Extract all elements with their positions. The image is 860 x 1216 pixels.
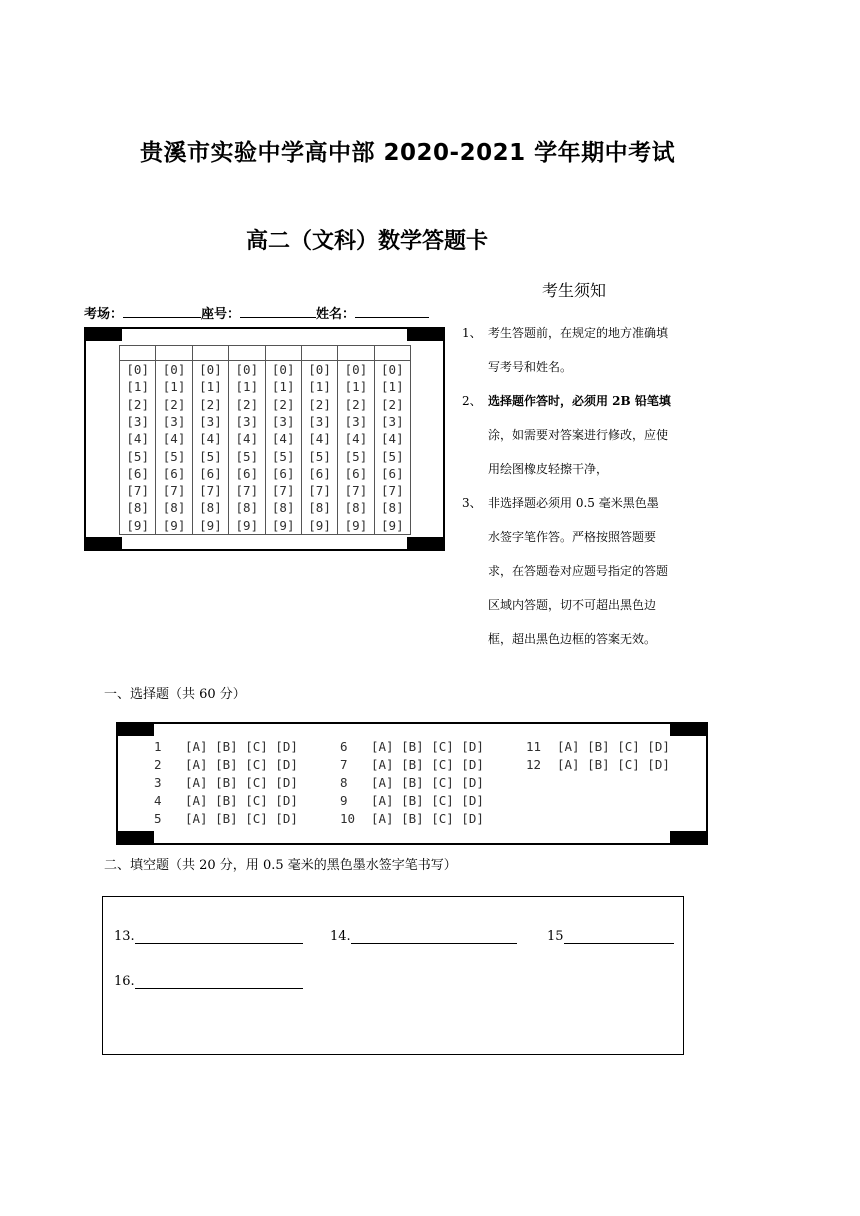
choice-bubbles[interactable]: [A] [B] [C] [D] [371, 811, 484, 826]
id-digit-column [229, 346, 265, 534]
id-digit-bubble[interactable]: [5] [235, 448, 259, 464]
id-digit-bubble[interactable]: [2] [381, 396, 404, 412]
id-digit-bubble[interactable]: [9] [162, 517, 186, 533]
id-write-cell[interactable] [266, 346, 301, 361]
notice-line: 选择题作答时，必须用 2B 铅笔填 [488, 394, 671, 408]
id-digit-bubble[interactable]: [8] [162, 500, 186, 516]
id-digit-column [302, 346, 338, 534]
notice-item [462, 390, 692, 486]
choice-bubbles[interactable]: [A] [B] [C] [D] [557, 757, 670, 772]
notice-line: 非选择题必须用 0.5 毫米黑色墨 [488, 496, 659, 510]
id-digit-bubble[interactable]: [9] [381, 517, 404, 533]
alignment-mark [670, 724, 706, 736]
id-digit-bubble[interactable]: [6] [308, 465, 331, 481]
id-digit-bubble[interactable]: [8] [271, 500, 295, 516]
fill-item-16 [114, 974, 303, 989]
id-digit-bubble[interactable]: [7] [126, 483, 149, 499]
id-digit-bubble[interactable]: [7] [344, 483, 368, 499]
choice-question-6 [340, 738, 484, 756]
id-digit-bubble[interactable]: [7] [271, 483, 295, 499]
notice-line: 用绘图橡皮轻擦干净， [488, 462, 609, 476]
id-digit-bubble[interactable]: [4] [381, 431, 404, 447]
choice-bubbles[interactable]: [A] [B] [C] [D] [185, 793, 298, 808]
id-digit-bubble[interactable]: [3] [271, 413, 295, 429]
room-field[interactable] [123, 303, 201, 318]
notice-line: 求，在答题卷对应题号指定的答题 [488, 564, 669, 578]
id-digit-bubble[interactable]: [1] [381, 379, 404, 395]
choice-question-9 [340, 792, 484, 810]
id-digit-bubble[interactable]: [5] [126, 448, 149, 464]
id-digit-bubble[interactable]: [0] [381, 362, 404, 378]
exam-title: 贵溪市实验中学高中部 2020-2021 学年期中考试 [140, 140, 676, 166]
question-number: 8 [340, 775, 348, 790]
alignment-mark [86, 537, 122, 549]
choice-question-3 [154, 774, 298, 792]
id-digit-bubble[interactable]: [8] [235, 500, 259, 516]
id-digit-bubble[interactable]: [9] [235, 517, 259, 533]
notice-line: 区域内答题，切不可超出黑色边 [488, 598, 657, 612]
id-digit-bubble[interactable]: [3] [199, 413, 222, 429]
id-digit-bubble[interactable]: [5] [308, 448, 331, 464]
id-digit-bubble[interactable]: [9] [126, 517, 149, 533]
choice-bubbles[interactable]: [A] [B] [C] [D] [185, 739, 298, 754]
notice-title: 考生须知 [542, 281, 607, 300]
id-digit-bubble[interactable]: [3] [235, 413, 259, 429]
seat-field[interactable] [240, 303, 316, 318]
choice-bubbles[interactable]: [A] [B] [C] [D] [371, 757, 484, 772]
seat-label: 座号： [201, 307, 241, 322]
choice-question-11 [526, 738, 670, 756]
id-digit-bubble[interactable]: [8] [381, 500, 404, 516]
choice-bubbles[interactable]: [A] [B] [C] [D] [185, 775, 298, 790]
id-digit-bubble[interactable]: [2] [344, 396, 368, 412]
answer-line[interactable] [351, 929, 517, 944]
section-multiple-choice-title: 一、选择题（共 60 分） [104, 687, 246, 702]
room-label: 考场： [84, 307, 124, 322]
id-digit-bubble[interactable]: [9] [308, 517, 331, 533]
id-digit-bubble[interactable]: [4] [271, 431, 295, 447]
id-digit-bubble[interactable]: [0] [126, 362, 149, 378]
question-number: 3 [154, 775, 162, 790]
id-digit-bubble[interactable]: [2] [162, 396, 186, 412]
id-digit-bubble[interactable]: [6] [235, 465, 259, 481]
alignment-mark [118, 724, 154, 736]
id-digit-bubble[interactable]: [6] [381, 465, 404, 481]
id-write-cell[interactable] [229, 346, 264, 361]
notice-line: 框，超出黑色边框的答案无效。 [488, 632, 657, 646]
notice-number: 1、 [462, 326, 482, 340]
question-number: 9 [340, 793, 348, 808]
id-digit-bubble[interactable]: [0] [235, 362, 259, 378]
notice-line: 写考号和姓名。 [488, 360, 573, 374]
id-digit-bubble[interactable]: [6] [162, 465, 186, 481]
student-id-grid [119, 345, 411, 535]
choice-bubbles[interactable]: [A] [B] [C] [D] [371, 739, 484, 754]
id-digit-bubble[interactable]: [9] [199, 517, 222, 533]
id-digit-bubble[interactable]: [1] [235, 379, 259, 395]
question-number: 12 [526, 757, 542, 772]
question-number: 11 [526, 739, 542, 754]
id-digit-bubble[interactable]: [8] [199, 500, 222, 516]
id-digit-bubble[interactable]: [2] [126, 396, 149, 412]
section-fill-in-title: 二、填空题（共 20 分，用 0.5 毫米的黑色墨水签字笔书写） [104, 858, 457, 873]
id-digit-bubble[interactable]: [7] [381, 483, 404, 499]
id-digit-bubble[interactable]: [0] [344, 362, 368, 378]
id-digit-column [156, 346, 192, 534]
multiple-choice-box [116, 722, 708, 845]
id-write-cell[interactable] [302, 346, 337, 361]
id-digit-column [375, 346, 410, 534]
name-label: 姓名： [316, 307, 356, 322]
id-digit-bubble[interactable]: [7] [162, 483, 186, 499]
id-digit-bubble[interactable]: [8] [344, 500, 368, 516]
notice-line: 涂，如需要对答案进行修改，应使 [488, 428, 669, 442]
id-digit-bubble[interactable]: [7] [308, 483, 331, 499]
notice-line: 水签字笔作答。严格按照答题要 [488, 530, 657, 544]
id-digit-column [120, 346, 156, 534]
id-digit-bubble[interactable]: [4] [308, 431, 331, 447]
id-digit-bubble[interactable]: [2] [308, 396, 331, 412]
choice-question-2 [154, 756, 298, 774]
notice-item [462, 322, 692, 384]
id-digit-bubble[interactable]: [5] [271, 448, 295, 464]
exam-info-line [84, 303, 429, 322]
id-digit-bubble[interactable]: [3] [344, 413, 368, 429]
id-digit-bubble[interactable]: [4] [344, 431, 368, 447]
id-write-cell[interactable] [193, 346, 228, 361]
id-digit-bubble[interactable]: [0] [199, 362, 222, 378]
alignment-mark [670, 831, 706, 843]
id-digit-bubble[interactable]: [1] [162, 379, 186, 395]
choice-bubbles[interactable]: [A] [B] [C] [D] [557, 739, 670, 754]
fill-number: 16. [114, 974, 135, 989]
question-number: 4 [154, 793, 162, 808]
id-digit-bubble[interactable]: [3] [308, 413, 331, 429]
question-number: 6 [340, 739, 348, 754]
id-digit-column [338, 346, 374, 534]
id-digit-bubble[interactable]: [6] [199, 465, 222, 481]
id-digit-bubble[interactable]: [4] [235, 431, 259, 447]
choice-question-8 [340, 774, 484, 792]
alignment-mark [86, 329, 122, 341]
name-field[interactable] [355, 303, 429, 318]
id-digit-bubble[interactable]: [0] [271, 362, 295, 378]
id-digit-bubble[interactable]: [1] [344, 379, 368, 395]
notice-line: 考生答题前，在规定的地方准确填 [488, 326, 669, 340]
id-digit-bubble[interactable]: [4] [126, 431, 149, 447]
id-digit-bubble[interactable]: [1] [271, 379, 295, 395]
id-digit-bubble[interactable]: [2] [199, 396, 222, 412]
id-digit-bubble[interactable]: [2] [271, 396, 295, 412]
choice-bubbles[interactable]: [A] [B] [C] [D] [371, 775, 484, 790]
fill-item-15 [547, 929, 674, 944]
id-digit-column [266, 346, 302, 534]
id-digit-bubble[interactable]: [6] [344, 465, 368, 481]
id-digit-bubble[interactable]: [3] [126, 413, 149, 429]
id-digit-bubble[interactable]: [1] [126, 379, 149, 395]
id-digit-bubble[interactable]: [8] [126, 500, 149, 516]
fill-number: 15 [547, 929, 564, 944]
notice-item [462, 492, 692, 656]
id-digit-column [193, 346, 229, 534]
answer-line[interactable] [564, 929, 674, 944]
answer-sheet-title: 高二（文科）数学答题卡 [246, 229, 489, 254]
choice-question-4 [154, 792, 298, 810]
alignment-mark [407, 329, 443, 341]
id-digit-bubble[interactable]: [4] [162, 431, 186, 447]
fill-item-13 [114, 929, 303, 944]
id-write-cell[interactable] [156, 346, 191, 361]
id-digit-bubble[interactable]: [5] [162, 448, 186, 464]
answer-line[interactable] [135, 929, 303, 944]
id-digit-bubble[interactable]: [9] [271, 517, 295, 533]
id-digit-bubble[interactable]: [3] [162, 413, 186, 429]
fill-number: 14. [330, 929, 351, 944]
id-write-cell[interactable] [375, 346, 410, 361]
id-digit-bubble[interactable]: [9] [344, 517, 368, 533]
choice-question-10 [340, 810, 484, 828]
fill-in-box [102, 896, 684, 1055]
question-number: 10 [340, 811, 356, 826]
id-digit-bubble[interactable]: [7] [199, 483, 222, 499]
question-number: 7 [340, 757, 348, 772]
question-number: 5 [154, 811, 162, 826]
id-digit-bubble[interactable]: [0] [308, 362, 331, 378]
id-digit-bubble[interactable]: [4] [199, 431, 222, 447]
id-digit-bubble[interactable]: [5] [344, 448, 368, 464]
question-number: 2 [154, 757, 162, 772]
choice-bubbles[interactable]: [A] [B] [C] [D] [185, 811, 298, 826]
choice-bubbles[interactable]: [A] [B] [C] [D] [371, 793, 484, 808]
id-digit-bubble[interactable]: [2] [235, 396, 259, 412]
notice-number: 2、 [462, 394, 482, 408]
choice-bubbles[interactable]: [A] [B] [C] [D] [185, 757, 298, 772]
fill-item-14 [330, 929, 517, 944]
id-digit-bubble[interactable]: [5] [199, 448, 222, 464]
id-digit-bubble[interactable]: [0] [162, 362, 186, 378]
choice-question-5 [154, 810, 298, 828]
choice-question-7 [340, 756, 484, 774]
alignment-mark [407, 537, 443, 549]
id-write-cell[interactable] [338, 346, 373, 361]
choice-question-12 [526, 756, 670, 774]
id-write-cell[interactable] [120, 346, 155, 361]
id-digit-bubble[interactable]: [6] [271, 465, 295, 481]
id-digit-bubble[interactable]: [7] [235, 483, 259, 499]
alignment-mark [118, 831, 154, 843]
question-number: 1 [154, 739, 162, 754]
id-digit-bubble[interactable]: [3] [381, 413, 404, 429]
id-digit-bubble[interactable]: [1] [308, 379, 331, 395]
notice-number: 3、 [462, 496, 482, 510]
choice-question-1 [154, 738, 298, 756]
id-digit-bubble[interactable]: [5] [381, 448, 404, 464]
id-digit-bubble[interactable]: [8] [308, 500, 331, 516]
fill-number: 13. [114, 929, 135, 944]
id-digit-bubble[interactable]: [1] [199, 379, 222, 395]
id-digit-bubble[interactable]: [6] [126, 465, 149, 481]
answer-line[interactable] [135, 974, 303, 989]
